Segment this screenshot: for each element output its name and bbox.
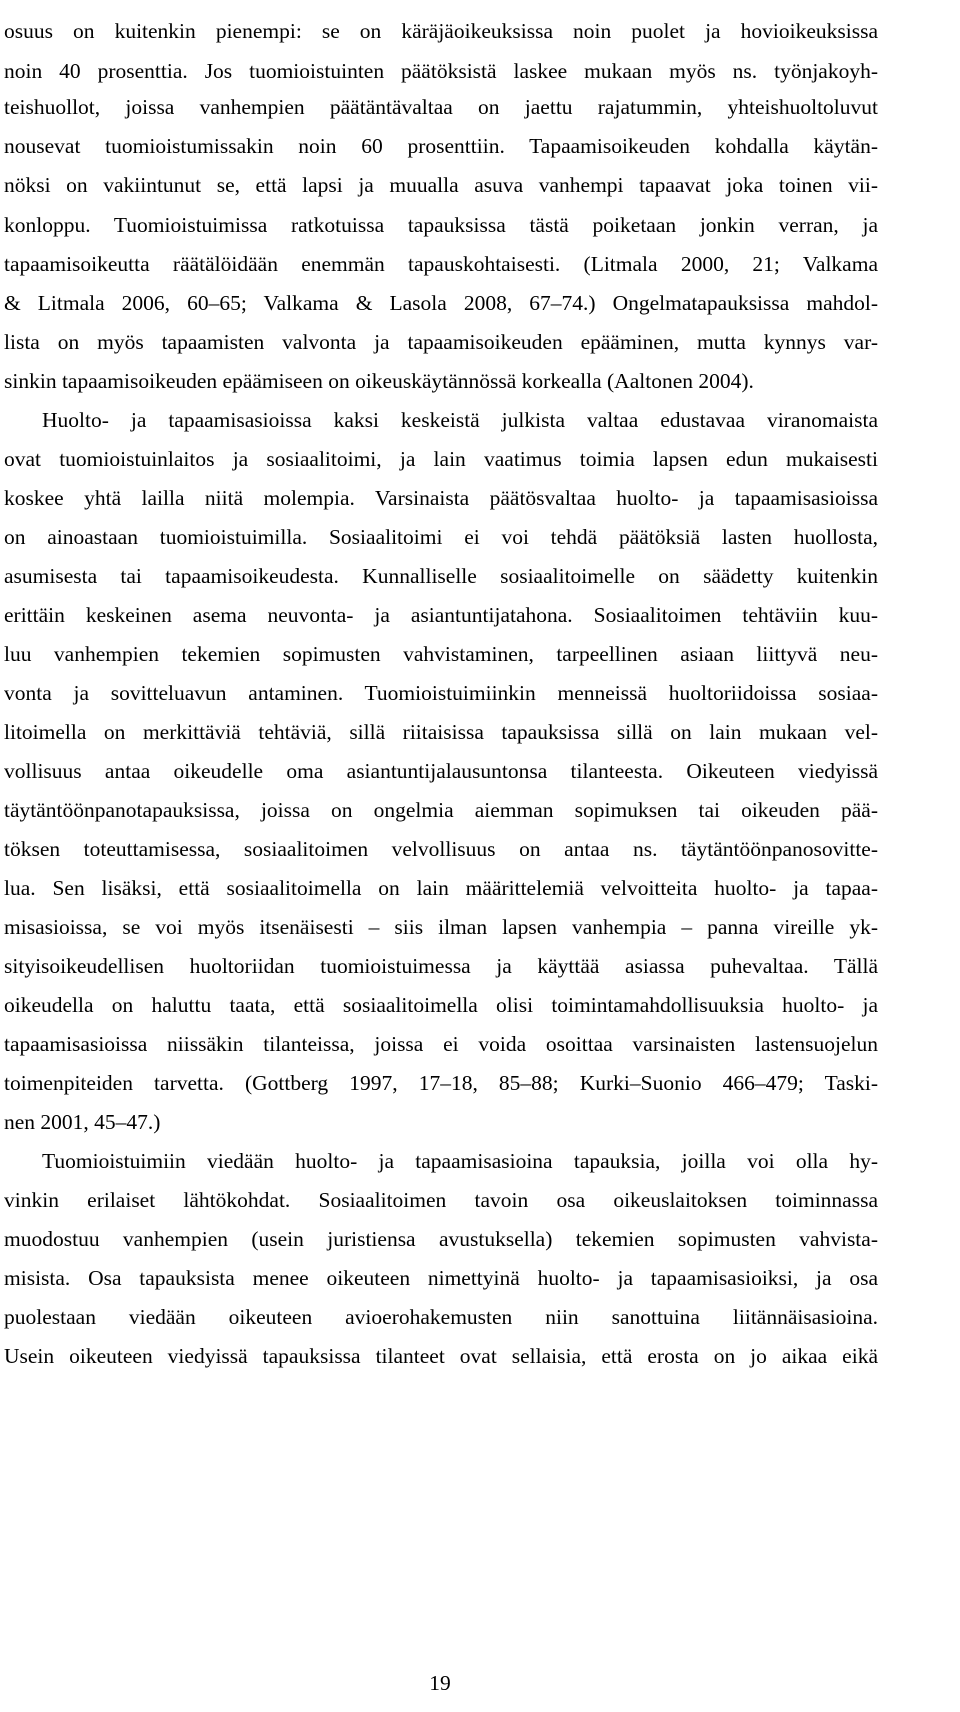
text-line: ovat tuomioistuinlaitos ja sosiaalitoimi, ja lain vaatimus toimia lapsen edun mukaisesti xyxy=(4,447,878,471)
text-line: puolestaan viedään oikeuteen avioerohakemusten niin sanottuina liitännäisasioina. xyxy=(4,1305,878,1329)
text-line: muodostuu vanhempien (usein juristiensa avustuksella) tekemien sopimusten vahvista- xyxy=(4,1227,878,1251)
text-line: Usein oikeuteen viedyissä tapauksissa tilanteet ovat sellaisia, että erosta on jo aikaa eikä xyxy=(4,1344,878,1368)
text-line: osuus on kuitenkin pienempi: se on käräjäoikeuksissa noin puolet ja hovioikeuksissa xyxy=(4,19,878,43)
text-line: litoimella on merkittäviä tehtäviä, sillä riitaisissa tapauksissa sillä on lain mukaan vel- xyxy=(4,720,878,744)
text-line: oikeudella on haluttu taata, että sosiaalitoimella olisi toimintamahdollisuuksia huolto- ja xyxy=(4,993,878,1017)
text-line: vinkin erilaiset lähtökohdat. Sosiaalitoimen tavoin osa oikeuslaitoksen toiminnassa xyxy=(4,1188,878,1212)
text-line: töksen toteuttamisessa, sosiaalitoimen velvollisuus on antaa ns. täytäntöönpanosovitte- xyxy=(4,837,878,861)
text-line: lista on myös tapaamisten valvonta ja tapaamisoikeuden epääminen, mutta kynnys var- xyxy=(4,330,878,354)
text-line: nöksi on vakiintunut se, että lapsi ja muualla asuva vanhempi tapaavat joka toinen vii- xyxy=(4,173,878,197)
text-line: tapaamisoikeutta räätälöidään enemmän tapauskohtaisesti. (Litmala 2000, 21; Valkama xyxy=(4,252,878,276)
text-line: Tuomioistuimiin viedään huolto- ja tapaamisasioina tapauksia, joilla voi olla hy- xyxy=(42,1149,878,1173)
text-line: teishuollot, joissa vanhempien päätäntävaltaa on jaettu rajatummin, yhteishuoltoluvut xyxy=(4,95,878,119)
text-line: täytäntöönpanotapauksissa, joissa on ongelmia aiemman sopimuksen tai oikeuden pää- xyxy=(4,798,878,822)
text-line: erittäin keskeinen asema neuvonta- ja asiantuntijatahona. Sosiaalitoimen tehtäviin kuu- xyxy=(4,603,878,627)
text-line: misasioissa, se voi myös itsenäisesti – siis ilman lapsen vanhempia – panna vireille yk- xyxy=(4,915,878,939)
text-line: asumisesta tai tapaamisoikeudesta. Kunnalliselle sosiaalitoimelle on säädetty kuitenkin xyxy=(4,564,878,588)
text-line: toimenpiteiden tarvetta. (Gottberg 1997, 17–18, 85–88; Kurki–Suonio 466–479; Taski- xyxy=(4,1071,878,1095)
text-line: koskee yhtä lailla niitä molempia. Varsinaista päätösvaltaa huolto- ja tapaamisasioissa xyxy=(4,486,878,510)
text-line: tapaamisasioissa niissäkin tilanteissa, joissa ei voida osoittaa varsinaisten lastensuojelun xyxy=(4,1032,878,1056)
text-line: sinkin tapaamisoikeuden epäämiseen on oikeuskäytännössä korkealla (Aaltonen 2004). xyxy=(4,369,754,393)
text-line: sityisoikeudellisen huoltoriidan tuomioistuimessa ja käyttää asiassa puhevaltaa. Tällä xyxy=(4,954,878,978)
text-line: nen 2001, 45–47.) xyxy=(4,1110,161,1134)
text-line: luu vanhempien tekemien sopimusten vahvistaminen, tarpeellinen asiaan liittyvä neu- xyxy=(4,642,878,666)
text-line: Huolto- ja tapaamisasioissa kaksi keskeistä julkista valtaa edustavaa viranomaista xyxy=(42,408,878,432)
text-line: misista. Osa tapauksista menee oikeuteen nimettyinä huolto- ja tapaamisasioiksi, ja osa xyxy=(4,1266,878,1290)
page-number: 19 xyxy=(429,1671,451,1695)
text-line: vollisuus antaa oikeudelle oma asiantuntijalausuntonsa tilanteesta. Oikeuteen viedyissä xyxy=(4,759,878,783)
text-line: vonta ja sovitteluavun antaminen. Tuomioistuimiinkin menneissä huoltoriidoissa sosiaa- xyxy=(4,681,878,705)
text-line: on ainoastaan tuomioistuimilla. Sosiaalitoimi ei voi tehdä päätöksiä lasten huollosta, xyxy=(4,525,878,549)
text-line: & Litmala 2006, 60–65; Valkama & Lasola 2008, 67–74.) Ongelmatapauksissa mahdol- xyxy=(4,291,878,315)
text-line: lua. Sen lisäksi, että sosiaalitoimella on lain määrittelemiä velvoitteita huolto- ja tapaa- xyxy=(4,876,878,900)
text-line: noin 40 prosenttia. Jos tuomioistuinten päätöksistä laskee mukaan myös ns. työnjakoyh- xyxy=(4,59,878,83)
text-line: nousevat tuomioistumissakin noin 60 prosenttiin. Tapaamisoikeuden kohdalla käytän- xyxy=(4,134,878,158)
text-line: konloppu. Tuomioistuimissa ratkotuissa tapauksissa tästä poiketaan jonkin verran, ja xyxy=(4,213,878,237)
